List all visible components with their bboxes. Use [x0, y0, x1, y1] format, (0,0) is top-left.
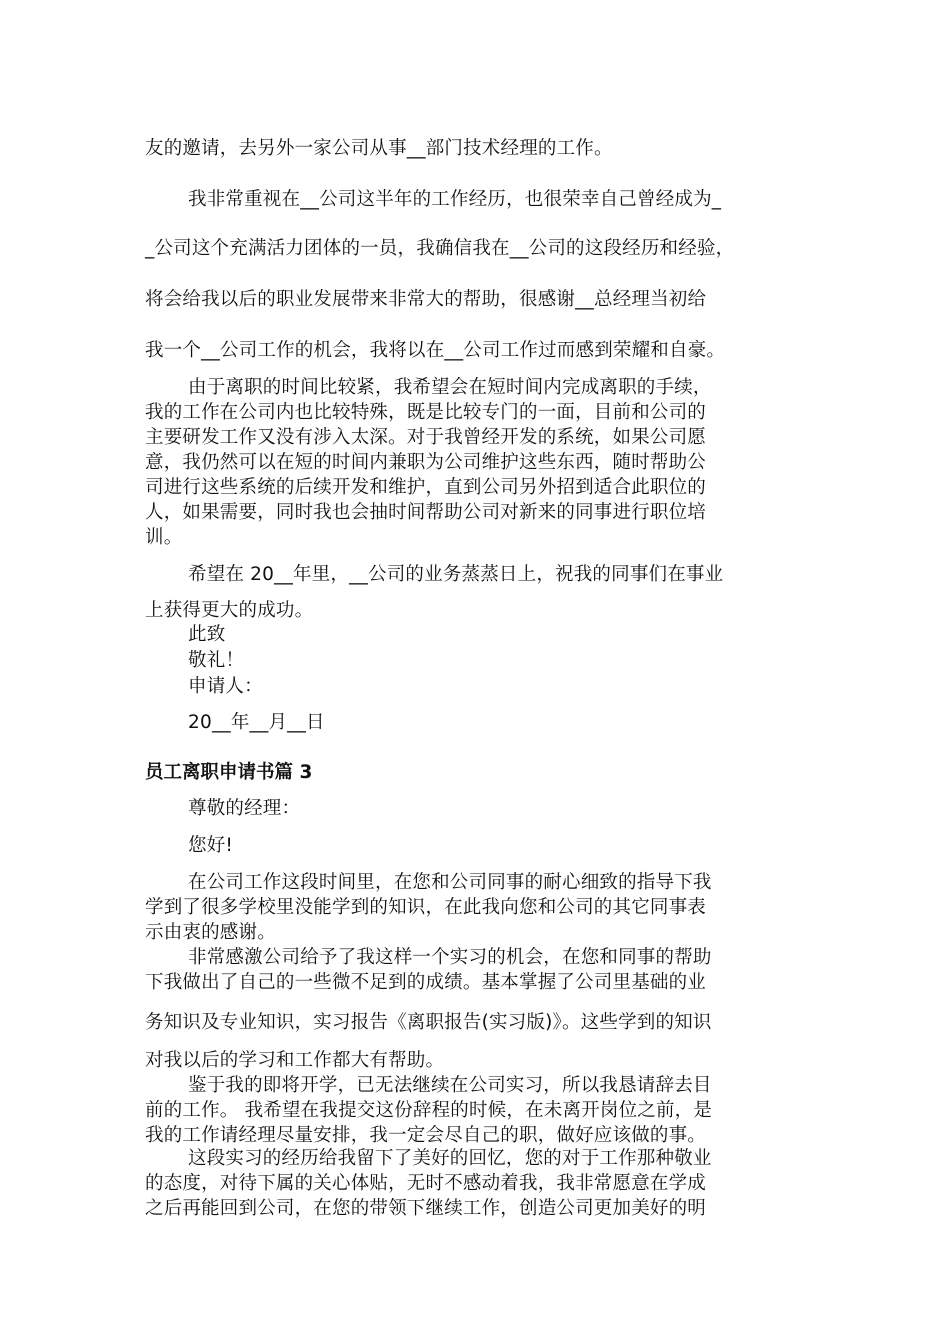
closing-line: 敬礼！ [188, 650, 245, 671]
closing-line: 此致 [188, 624, 226, 645]
text-line: 主要研发工作又没有涉入太深。对于我曾经开发的系统，如果公司愿 [145, 427, 707, 448]
text-line: 上获得更大的成功。 [145, 600, 314, 621]
text-line: _公司这个充满活力团体的一员，我确信我在__公司的这段经历和经验， [145, 238, 735, 259]
text-line: 我非常重视在__公司这半年的工作经历，也很荣幸自己曾经成为_ [188, 189, 722, 210]
text-line: 由于离职的时间比较紧，我希望会在短时间内完成离职的手续， [188, 377, 712, 398]
text-line: 学到了很多学校里没能学到的知识，在此我向您和公司的其它同事表 [145, 897, 707, 918]
text-line: 人，如果需要，同时我也会抽时间帮助公司对新来的同事进行职位培 [145, 502, 707, 523]
text-line: 司进行这些系统的后续开发和维护，直到公司另外招到适合此职位的 [145, 477, 707, 498]
text-line: 下我做出了自己的一些微不足到的成绩。基本掌握了公司里基础的业 [145, 972, 707, 993]
text-line: 的态度，对待下属的关心体贴，无时不感动着我，我非常愿意在学成 [145, 1173, 707, 1194]
text-line: 希望在 20__年里，__公司的业务蒸蒸日上，祝我的同事们在事业 [188, 564, 724, 585]
text-line: 这段实习的经历给我留下了美好的回忆，您的对于工作那种敬业 [188, 1148, 712, 1169]
text-line: 训。 [145, 527, 183, 548]
text-line: 友的邀请，去另外一家公司从事__部门技术经理的工作。 [145, 138, 613, 159]
applicant-line: 申请人： [188, 676, 263, 697]
section-heading: 员工离职申请书篇 3 [145, 762, 313, 783]
text-line: 在公司工作这段时间里，在您和公司同事的耐心细致的指导下我 [188, 872, 712, 893]
greeting-line: 您好! [188, 835, 234, 856]
text-line: 前的工作。 我希望在我提交这份辞程的时候，在未离开岗位之前，是 [145, 1100, 713, 1121]
date-line: 20__年__月__日 [188, 712, 325, 733]
text-line: 务知识及专业知识，实习报告《离职报告(实习版)》。这些学到的知识 [145, 1012, 712, 1033]
text-line: 对我以后的学习和工作都大有帮助。 [145, 1050, 445, 1071]
salutation-line: 尊敬的经理： [188, 798, 301, 819]
text-line: 我的工作在公司内也比较特殊，既是比较专门的一面，目前和公司的 [145, 402, 707, 423]
text-line: 非常感激公司给予了我这样一个实习的机会，在您和同事的帮助 [188, 947, 712, 968]
text-line: 将会给我以后的职业发展带来非常大的帮助，很感谢__总经理当初给 [145, 289, 707, 310]
text-line: 之后再能回到公司，在您的带领下继续工作，创造公司更加美好的明 [145, 1198, 707, 1219]
text-line: 我的工作请经理尽量安排，我一定会尽自己的职，做好应该做的事。 [145, 1125, 707, 1146]
text-line: 意，我仍然可以在短的时间内兼职为公司维护这些东西，随时帮助公 [145, 452, 707, 473]
text-line: 我一个__公司工作的机会，我将以在__公司工作过而感到荣耀和自豪。 [145, 340, 726, 361]
text-line: 示由衷的感谢。 [145, 922, 276, 943]
text-line: 鉴于我的即将开学，已无法继续在公司实习，所以我恳请辞去目 [188, 1075, 712, 1096]
